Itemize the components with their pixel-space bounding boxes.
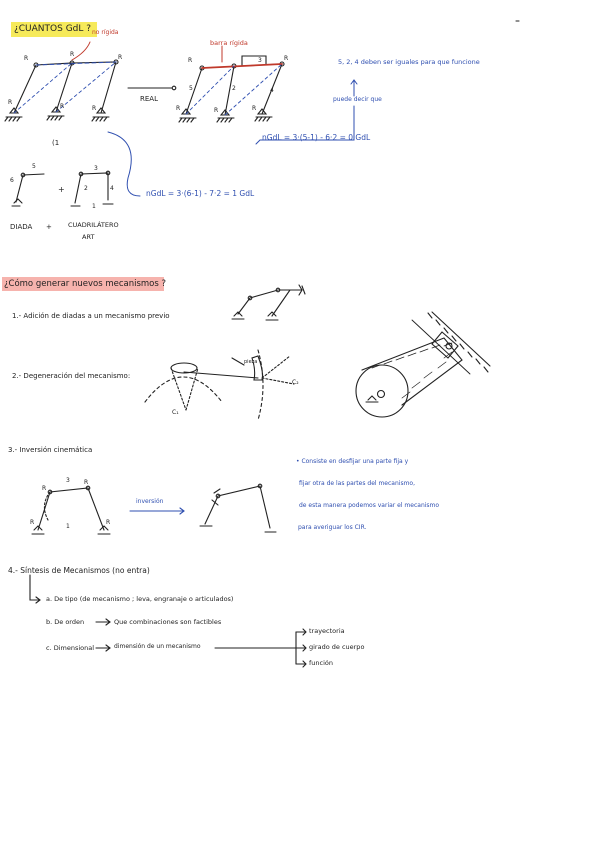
label-c2: C₂ (292, 379, 299, 386)
note-puede-decir: puede decir que (333, 96, 382, 103)
label-pieza: pieza (244, 359, 258, 365)
red-note-no-rigida: no rígida (92, 29, 119, 36)
m1-label-r-top-left: R (24, 55, 29, 62)
branch-funcion: función (309, 659, 334, 667)
item4-a-de-tipo: a. De tipo (de mecanismo ; leva, engranaje o articulados) (46, 595, 234, 603)
inv-label-r-bottom-right: R (106, 519, 111, 526)
inv-label-r-right: R (84, 479, 89, 486)
dyad-label-6: 6 (10, 177, 14, 184)
item3-inversion-cinematica: 3.- Inversión cinemática (8, 446, 93, 454)
inv-label-3: 3 (66, 477, 70, 484)
inv-label-r-bottom-left: R (30, 519, 35, 526)
m1-label-r-top-mid: R (70, 51, 75, 58)
item4-b-de-orden: b. De orden (46, 618, 85, 626)
m2-label-5: 5 (189, 85, 193, 92)
mech1-links (14, 62, 116, 113)
section2-title: ¿Cómo generar nuevos mecanismos ? (4, 279, 167, 289)
label-inversion-arrow: inversión (136, 498, 164, 505)
item4-b-combinaciones: Que combinaciones son factibles (114, 618, 222, 626)
fourbar-label-4: 4 (110, 185, 114, 192)
m1-label-r-bottom-left: R (8, 99, 13, 106)
m2-label-r-bottom-left: R (176, 105, 181, 112)
label-diada: DIADA (10, 223, 33, 231)
m2-label-4: 4 (270, 87, 274, 94)
item4-c-dimensional: c. Dimensional (46, 644, 95, 652)
label-real: REAL (140, 95, 158, 103)
plus-sign-1: + (58, 185, 65, 194)
inversion-note-line3: de esta manera podemos variar el mecanismo (299, 502, 440, 509)
label-case-1: (1 (52, 139, 60, 147)
item4-c-dimension-mecanismo: dimensión de un mecanismo (114, 643, 201, 650)
label-barra-rigida: barra rígida (210, 39, 248, 47)
dyad-label-5: 5 (32, 163, 36, 170)
item1-adicion-diadas: 1.- Adición de diadas a un mecanismo previo (12, 312, 170, 320)
label-cuadrilatero: CUADRILÁTERO (68, 221, 119, 229)
branch-trayectoria: trayectoria (309, 627, 345, 635)
fourbar-label-3: 3 (94, 165, 98, 172)
inv-label-1: 1 (66, 523, 70, 530)
m2-label-r-bottom-mid: R (214, 107, 219, 114)
m2-label-3: 3 (258, 57, 262, 64)
fourbar-label-1: 1 (92, 203, 96, 210)
note-deben-ser-iguales: 5, 2, 4 deben ser iguales para que funcione (338, 58, 480, 66)
branch-girado-cuerpo: girado de cuerpo (309, 643, 365, 651)
m1-label-r-bottom-mid: R (60, 103, 65, 110)
label-art: ART (82, 233, 95, 241)
item4-sintesis: 4.- Síntesis de Mecanismos (no entra) (8, 566, 150, 575)
item2-degeneracion: 2.- Degeneración del mecanismo: (12, 372, 131, 380)
m1-label-r-top-right: R (118, 54, 123, 61)
inversion-note-line4: para averiguar los CIR. (298, 524, 367, 531)
equation-gdl-0: nGdL = 3·(5-1) - 6·2 = 0 GdL (262, 133, 371, 142)
plus-sign-2: + (46, 223, 52, 231)
inv-label-r-left: R (42, 485, 47, 492)
m2-label-2: 2 (232, 85, 236, 92)
inversion-note-line1: • Consiste en desfijar una parte fija y (296, 458, 409, 465)
section1-title: ¿CUANTOS GdL ? (14, 24, 92, 34)
m1-label-r-bottom-right: R (92, 105, 97, 112)
m2-label-r-right: R (284, 55, 289, 62)
m2-label-r-bottom-right: R (252, 105, 257, 112)
inversion-note-line2: fijar otra de las partes del mecanismo, (299, 480, 415, 487)
equation-gdl-1: nGdL = 3·(6-1) - 7·2 = 1 GdL (146, 189, 255, 198)
label-c1: C₁ (172, 409, 179, 416)
m2-label-r-left: R (188, 57, 193, 64)
fourbar-label-2: 2 (84, 185, 88, 192)
